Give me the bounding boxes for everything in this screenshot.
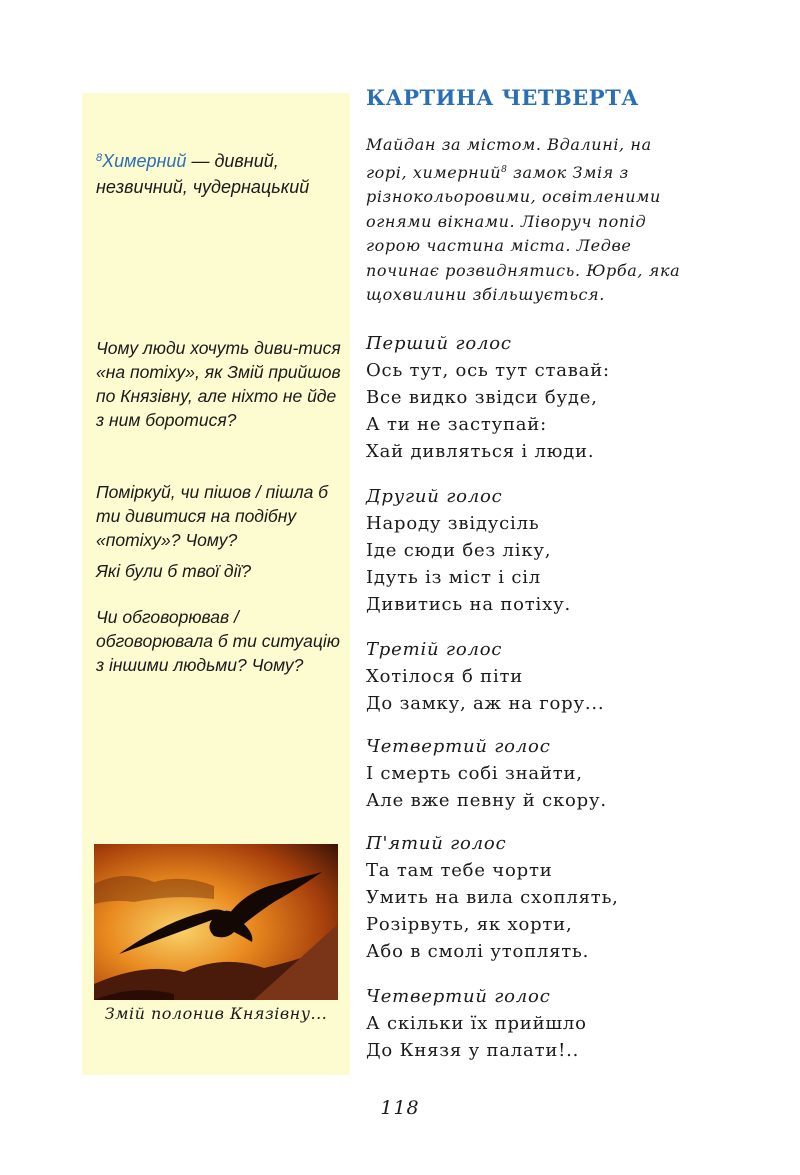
verse-line: Народу звідусіль <box>366 513 540 534</box>
verse-line: Хотілося б піти <box>366 666 524 687</box>
dialogue-block <box>366 830 666 965</box>
speaker-label: Четвертий голос <box>366 986 551 1007</box>
footnote <box>96 145 336 200</box>
verse-line: Хай дивляться і люди. <box>366 441 595 462</box>
footnote-term: Химерний <box>102 151 187 171</box>
eagle-sunset-image <box>94 844 338 1000</box>
dragon-illustration <box>94 844 338 1000</box>
page-number: 118 <box>380 1097 420 1119</box>
speaker-label: П'ятий голос <box>366 833 507 854</box>
verse-line: До Князя у палати!.. <box>366 1040 580 1061</box>
dialogue-block <box>366 483 666 618</box>
verse-line: Розірвуть, як хорти, <box>366 914 573 935</box>
verse-line: Або в смолі утоплять. <box>366 941 590 962</box>
question-2: Поміркуй, чи пішов / пішла б ти дивитися на подібну «потіху»? Чому? <box>96 482 329 550</box>
speaker-label: Другий голос <box>366 486 503 507</box>
speaker-label: Третій голос <box>366 639 503 660</box>
question-3: Які були б твої дії? <box>96 561 252 581</box>
dialogue-block <box>366 636 666 717</box>
verse-line: До замку, аж на гору... <box>366 693 605 714</box>
verse-line: Все видко звідси буде, <box>366 387 598 408</box>
scene-title: КАРТИНА ЧЕТВЕРТА <box>366 85 639 110</box>
dialogue-block <box>366 983 666 1064</box>
footnote-definition: — дивний, незвичний, чудернацький <box>96 151 310 197</box>
verse-line: А скільки їх прийшло <box>366 1013 587 1034</box>
verse-line: Іде сюди без ліку, <box>366 540 552 561</box>
verse-line: Дивитись на потіху. <box>366 594 571 615</box>
stage-footnote-ref: 8 <box>501 164 508 175</box>
speaker-label: Перший голос <box>366 333 512 354</box>
question-1: Чому люди хочуть диви-тися «на потіху», як Змій прийшов по Князівну, але ніхто не йде з ним боротися? <box>96 338 341 430</box>
dialogue-block <box>366 330 666 465</box>
stage-direction-text-2: замок Змія з різнокольоровими, освітленими огнями вікнами. Ліворуч попід горою частина міста. Ледве починає розвиднятись. Юрба, яка щохвилини збільшується. <box>366 162 681 304</box>
footnote-number: 8 <box>96 152 103 164</box>
stage-direction <box>366 133 686 308</box>
verse-line: А ти не заступай: <box>366 414 547 435</box>
stage-direction-text: Майдан за містом. Вдалині, на горі, химерний <box>366 135 652 182</box>
verse-line: Але вже певну й скору. <box>366 790 607 811</box>
question-4: Чи обговорював / обговорювала б ти ситуацію з іншими людьми? Чому? <box>96 607 340 675</box>
dialogue-block <box>366 733 666 814</box>
image-caption: Змій полонив Князівну... <box>104 1004 328 1023</box>
verse-line: Ось тут, ось тут ставай: <box>366 360 610 381</box>
verse-line: І смерть собі знайти, <box>366 763 583 784</box>
verse-line: Та там тебе чорти <box>366 860 553 881</box>
verse-line: Умить на вила схоплять, <box>366 887 619 908</box>
verse-line: Ідуть із міст і сіл <box>366 567 542 588</box>
speaker-label: Четвертий голос <box>366 736 551 757</box>
